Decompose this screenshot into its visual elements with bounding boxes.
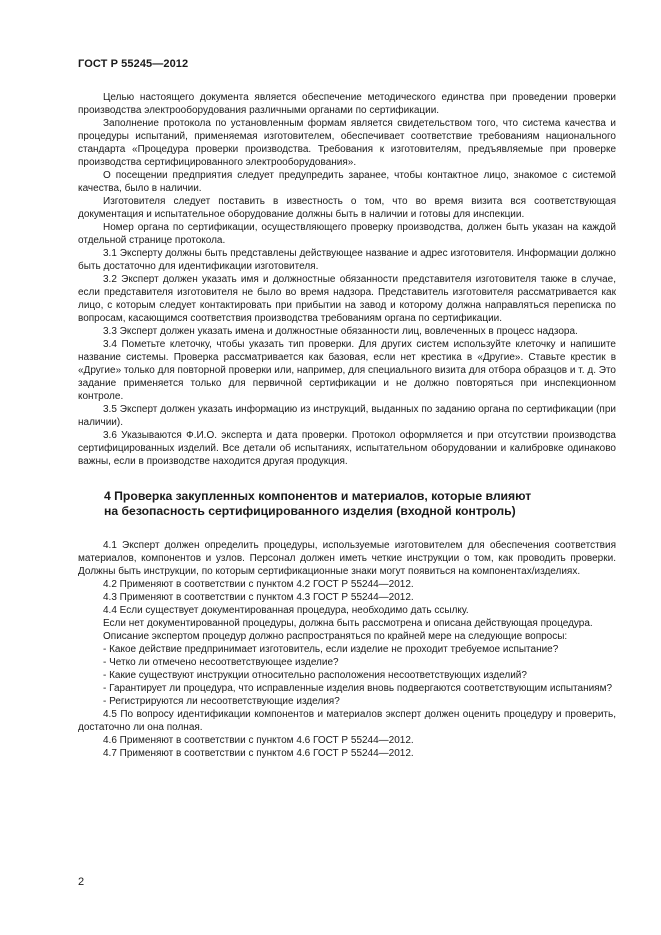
list-item: - Регистрируются ли несоответствующие изделия? xyxy=(103,696,340,707)
paragraph: Описание экспертом процедур должно распространяться по крайней мере на следующие вопросы: xyxy=(103,631,568,642)
paragraph-3-2: 3.2 Эксперт должен указать имя и должностные обязанности представителя изготовителя также в случае, если представителя изготовителя не было во время надзора. Представитель изготовителя рассматривается как лицо, с которым следует контактировать при прибытии на завод и которому должна направляться переписка по вопросам, касающимся соответствия производства требованиям органа по сертификации. xyxy=(78,274,616,324)
paragraph-4-4: 4.4 Если существует документированная процедура, необходимо дать ссылку. xyxy=(103,605,469,616)
paragraph-4-1: 4.1 Эксперт должен определить процедуры, используемые изготовителем для обеспечения соответствия материалов, компонентов и узлов. Персонал должен иметь четкие инструкции о том, как проводить проверки. Должны быть инструкции, по которым сертификационные знаки могут появиться на компонентах/изделиях. xyxy=(78,540,616,577)
section-4-heading-line-1: 4 Проверка закупленных компонентов и материалов, которые влияют xyxy=(104,489,532,503)
list-item: - Какое действие предпринимает изготовитель, если изделие не проходит требуемое испытание? xyxy=(103,644,559,655)
list-item: - Четко ли отмечено несоответствующее изделие? xyxy=(103,657,339,668)
section-3-body xyxy=(78,91,616,468)
document-header: ГОСТ Р 55245—2012 xyxy=(78,58,189,70)
page-number: 2 xyxy=(78,876,85,888)
paragraph: Номер органа по сертификации, осуществляющего проверку производства, должен быть указан на каждой отдельной странице протокола. xyxy=(78,222,616,246)
paragraph-4-5: 4.5 По вопросу идентификации компонентов и материалов эксперт должен оценить процедуру и проверить, достаточно ли она полная. xyxy=(78,709,616,733)
paragraph: Изготовителя следует поставить в известность о том, что во время визита вся соответствующая документация и испытательное оборудование должны быть в наличии и готовы для инспекции. xyxy=(78,196,616,220)
paragraph-4-3: 4.3 Применяют в соответствии с пунктом 4.3 ГОСТ Р 55244—2012. xyxy=(103,592,414,603)
paragraph-4-6: 4.6 Применяют в соответствии с пунктом 4.6 ГОСТ Р 55244—2012. xyxy=(103,735,414,746)
document-body xyxy=(78,91,616,760)
paragraph-3-6: 3.6 Указываются Ф.И.О. эксперта и дата проверки. Протокол оформляется и при отсутствии производства сертифицированных изделий. Все детали об испытаниях, испытательном оборудовании и калибровке одинаково важны, если в производстве находится другая продукция. xyxy=(78,430,616,467)
paragraph: О посещении предприятия следует предупредить заранее, чтобы контактное лицо, знакомое с системой качества, было в наличии. xyxy=(78,170,616,194)
paragraph-3-3: 3.3 Эксперт должен указать имена и должностные обязанности лиц, вовлеченных в процесс надзора. xyxy=(103,326,578,337)
section-4-heading xyxy=(78,489,616,519)
paragraph-4-7: 4.7 Применяют в соответствии с пунктом 4.6 ГОСТ Р 55244—2012. xyxy=(103,748,414,759)
paragraph-3-4: 3.4 Пометьте клеточку, чтобы указать тип проверки. Для других систем используйте клеточку и напишите название системы. Проверка рассматривается как базовая, если нет крестика в «Другие». Ставьте крестик в «Другие» только для повторной проверки или, например, для специального визита для отбора образцов и т. д. Это задание применяется только для первичной сертификации и не должно повторяться при инспекционном контроле. xyxy=(78,339,616,402)
section-4-heading-line-2: на безопасность сертифицированного изделия (входной контроль) xyxy=(104,504,516,518)
paragraph: Заполнение протокола по установленным формам является свидетельством того, что система качества и процедуры испытаний, применяемая изготовителем, обеспечивает соответствие требованиям национального стандарта «Процедура проверки производства. Требования к изготовителям, предъявляемые при проверке производства сертифицированного электрооборудования». xyxy=(78,118,616,168)
section-4-body xyxy=(78,539,616,760)
paragraph: Целью настоящего документа является обеспечение методического единства при проведении проверки производства электрооборудования различными органами по сертификации. xyxy=(78,92,616,116)
paragraph-3-1: 3.1 Эксперту должны быть представлены действующее название и адрес изготовителя. Информации должно быть достаточно для идентификации изготовителя. xyxy=(78,248,616,272)
paragraph: Если нет документированной процедуры, должна быть рассмотрена и описана действующая процедура. xyxy=(103,618,593,629)
list-item: - Какие существуют инструкции относительно расположения несоответствующих изделий? xyxy=(103,670,527,681)
paragraph-4-2: 4.2 Применяют в соответствии с пунктом 4.2 ГОСТ Р 55244—2012. xyxy=(103,579,414,590)
paragraph-3-5: 3.5 Эксперт должен указать информацию из инструкций, выданных по заданию органа по сертификации (при наличии). xyxy=(78,404,616,428)
list-item: - Гарантирует ли процедура, что исправленные изделия вновь подвергаются соответствующим испытаниям? xyxy=(103,683,613,694)
